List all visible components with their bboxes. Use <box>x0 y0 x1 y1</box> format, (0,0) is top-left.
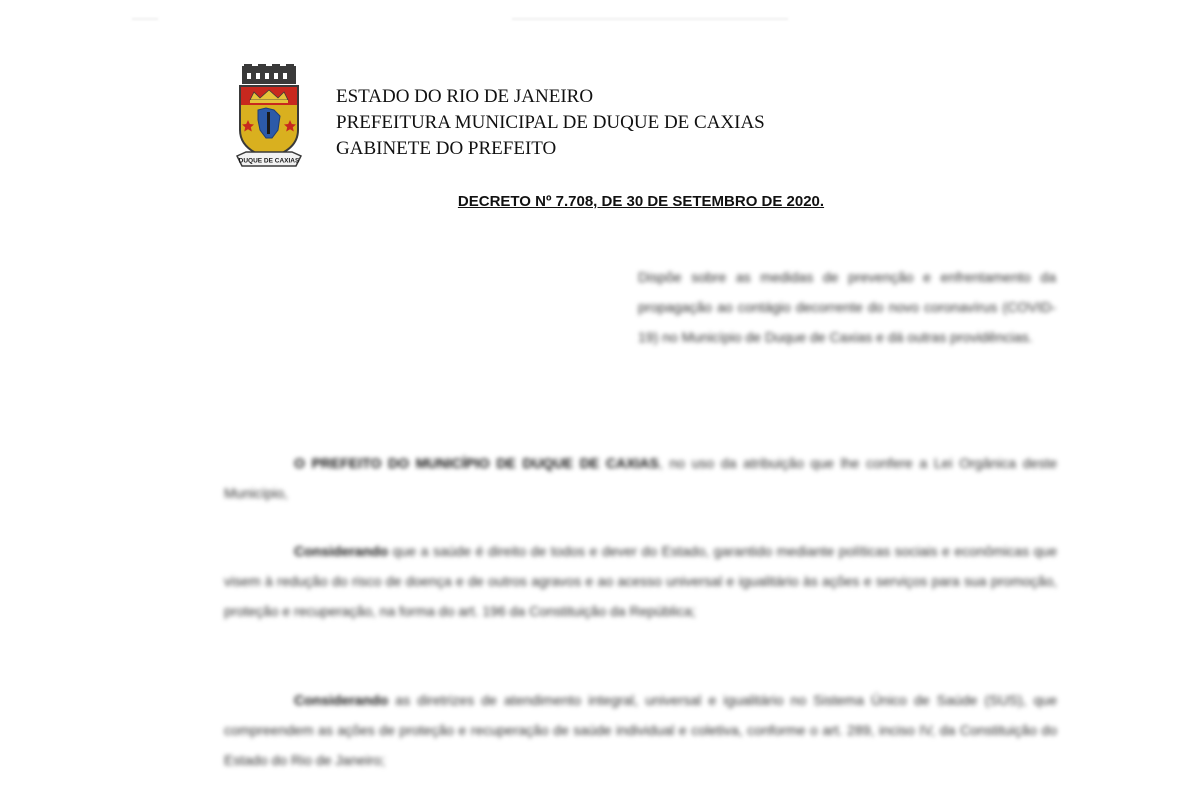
decree-title: DECRETO Nº 7.708, DE 30 DE SETEMBRO DE 2020. <box>457 193 825 210</box>
letterhead-prefecture: PREFEITURA MUNICIPAL DE DUQUE DE CAXIAS <box>336 112 765 133</box>
paragraph-text: que a saúde é direito de todos e dever do Estado, garantido mediante políticas sociais e econômicas que visem à redução do risco de doença e de outros agravos e ao acesso universal e igualitário às ações e serviços para sua promoção, proteção e recuperação, na forma do art. 196 da Constituição da República; <box>224 543 1057 619</box>
paragraph-lead: O PREFEITO DO MUNICÍPIO DE DUQUE DE CAXIAS <box>294 455 659 471</box>
top-edge-mark <box>512 18 788 20</box>
paragraph-text: as diretrizes de atendimento integral, universal e igualitário no Sistema Único de Saúde (SUS), que compreendem as ações de proteção e recuperação de saúde individual e coletiva, conforme o art. 289, inciso IV, da Constituição do Estado do Rio de Janeiro; <box>224 692 1057 768</box>
preamble-paragraph <box>224 448 1057 508</box>
paragraph-lead: Considerando <box>294 692 389 708</box>
letterhead-state: ESTADO DO RIO DE JANEIRO <box>336 86 594 107</box>
paragraph-lead: Considerando <box>294 543 389 559</box>
crest-banner-text: DUQUE DE CAXIAS <box>238 157 300 165</box>
municipal-coat-of-arms-icon <box>236 64 302 172</box>
decree-summary: Dispõe sobre as medidas de prevenção e enfrentamento da propagação ao contágio decorrente do novo coronavírus (COVID-19) no Município de Duque de Caxias e dá outras providências. <box>638 269 1056 345</box>
whereas-paragraph <box>224 685 1057 775</box>
letterhead <box>336 84 765 162</box>
paragraph-text: , no uso da atribuição que lhe confere a Lei Orgânica deste Município, <box>224 455 1057 501</box>
top-edge-mark <box>132 18 158 20</box>
letterhead-office: GABINETE DO PREFEITO <box>336 138 557 159</box>
whereas-paragraph <box>224 536 1057 626</box>
